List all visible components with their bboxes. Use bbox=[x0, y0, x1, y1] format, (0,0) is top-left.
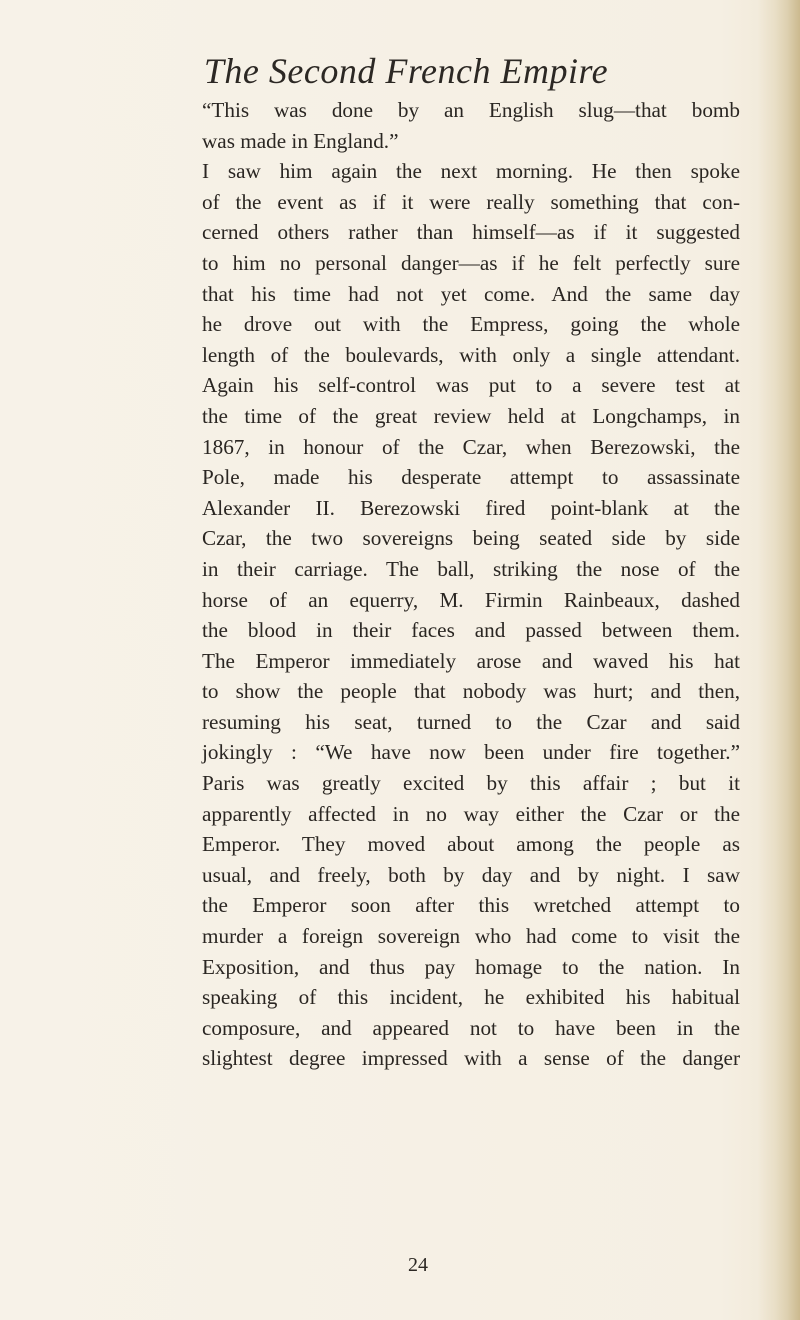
text-line: speaking of this incident, he exhibited his habitual bbox=[202, 985, 740, 1010]
text-line: Czar, the two sovereigns being seated side by side bbox=[202, 526, 740, 551]
text-line: resuming his seat, turned to the Czar and said bbox=[202, 709, 740, 734]
text-line: was made in England.” bbox=[202, 128, 399, 153]
running-head-text: The Second French Empire bbox=[203, 51, 609, 91]
text-line: apparently affected in no way either the Czar or the bbox=[202, 801, 740, 826]
text-line: he drove out with the Empress, going the whole bbox=[202, 312, 740, 337]
text-line: The Emperor immediately arose and waved his hat bbox=[202, 648, 740, 673]
text-line: jokingly : “We have now been under fire together.” bbox=[202, 740, 740, 765]
text-line: the time of the great review held at Longchamps, in bbox=[202, 403, 740, 428]
page-number: 24 bbox=[408, 1254, 428, 1276]
text-line: slightest degree impressed with a sense of the danger bbox=[202, 1046, 740, 1071]
text-line: usual, and freely, both by day and by night. I saw bbox=[202, 862, 740, 887]
text-line: Alexander II. Berezowski fired point-blank at the bbox=[202, 495, 740, 520]
text-line: I saw him again the next morning. He then spoke bbox=[202, 159, 740, 184]
text-line: to show the people that nobody was hurt; and then, bbox=[202, 679, 740, 704]
text-line: that his time had not yet come. And the same day bbox=[202, 281, 740, 306]
text-line: the blood in their faces and passed between them. bbox=[202, 618, 740, 643]
page-binding-edge bbox=[758, 0, 800, 1320]
running-head bbox=[0, 50, 800, 92]
text-line: murder a foreign sovereign who had come to visit the bbox=[202, 924, 740, 949]
text-line: in their carriage. The ball, striking the nose of the bbox=[202, 556, 740, 581]
text-line: Emperor. They moved about among the people as bbox=[202, 832, 740, 857]
text-line: cerned others rather than himself—as if it suggested bbox=[202, 220, 740, 245]
text-line: of the event as if it were really something that con- bbox=[202, 189, 740, 214]
text-line: Again his self-control was put to a severe test at bbox=[202, 373, 740, 398]
text-line: length of the boulevards, with only a single attendant. bbox=[202, 342, 740, 367]
text-line: Pole, made his desperate attempt to assassinate bbox=[202, 465, 740, 490]
text-line: “This was done by an English slug—that bomb bbox=[202, 98, 740, 122]
text-line: to him no personal danger—as if he felt perfectly sure bbox=[202, 250, 740, 275]
text-line: Paris was greatly excited by this affair ; but it bbox=[202, 771, 740, 796]
text-line: horse of an equerry, M. Firmin Rainbeaux, dashed bbox=[202, 587, 740, 612]
text-line: 1867, in honour of the Czar, when Berezowski, the bbox=[202, 434, 740, 459]
text-line: composure, and appeared not to have been in the bbox=[202, 1015, 740, 1040]
body-text bbox=[202, 95, 740, 1074]
text-line: Exposition, and thus pay homage to the nation. In bbox=[202, 954, 740, 979]
text-line: the Emperor soon after this wretched attempt to bbox=[202, 893, 740, 918]
